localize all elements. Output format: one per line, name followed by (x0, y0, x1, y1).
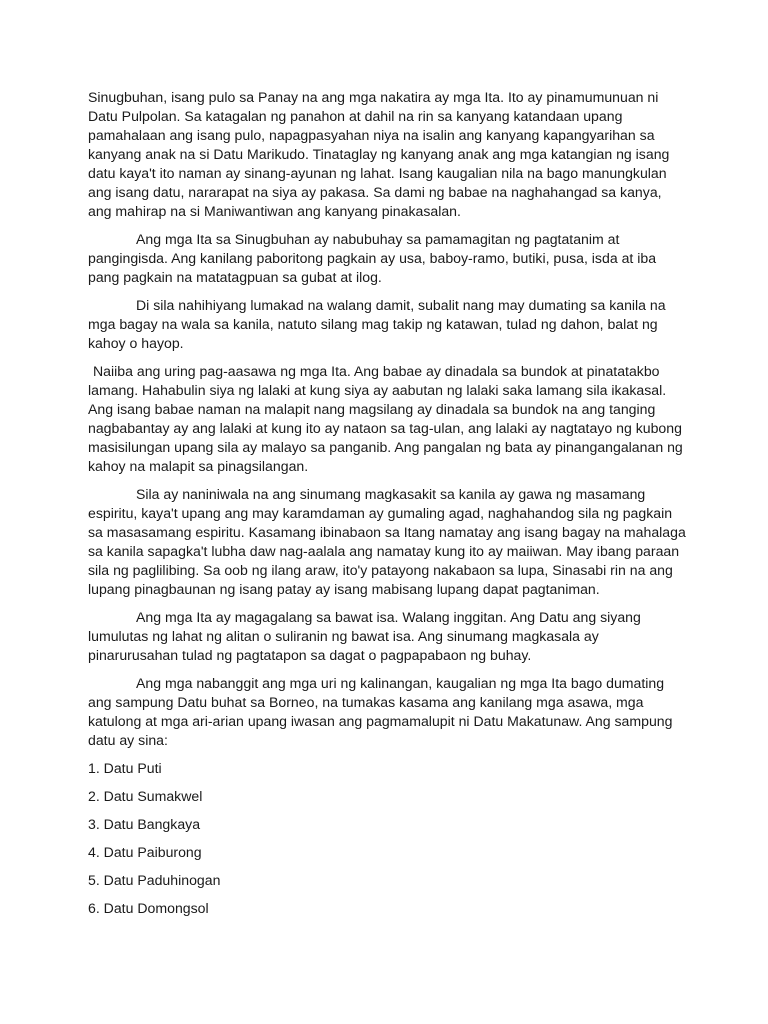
list-item: 5. Datu Paduhinogan (88, 872, 221, 888)
list-item: 1. Datu Puti (88, 760, 162, 776)
list-item: 4. Datu Paiburong (88, 844, 202, 860)
datu-list (88, 759, 688, 918)
paragraph-intro: Sinugbuhan, isang pulo sa Panay na ang mga nakatira ay mga Ita. Ito ay pinamumunuan ni Datu Pulpolan. Sa katagalan ng panahon at dahil na rin sa kanyang katandaan upang pamahalaan ang isang pulo, napagpasyahan niya na isalin ang kanyang kapangyarihan sa kanyang anak na si Datu Marikudo. Tinataglay ng kanyang anak ang mga katangian ng isang datu kaya't ito naman ay sinang-ayunan ng lahat. Isang kaugalian nila na bago manungkulan ang isang datu, nararapat na siya ay pakasa. Sa dami ng babae na naghahangad sa kanya, ang mahirap na si Maniwantiwan ang kanyang pinakasalan. (88, 89, 670, 219)
list-item: 2. Datu Sumakwel (88, 788, 203, 804)
paragraph-marriage: Naiiba ang uring pag-aasawa ng mga Ita. Ang babae ay dinadala sa bundok at pinatatakbo lamang. Hahabulin siya ng lalaki at kung siya ay aabutan ng lalaki saka lamang sila ikakasal. Ang isang babae naman na malapit nang magsilang ay dinadala sa bundok na ang tanging nagbabantay ay ang lalaki at kung ito ay nataon sa tag-ulan, ang lalaki ay nagtatayo ng kubong masisilungan upang sila ay malayo sa panganib. Ang pangalan ng bata ay pinangangalanan ng kahoy na malapit sa pinagsilangan. (88, 363, 683, 474)
paragraph-beliefs: Sila ay naniniwala na ang sinumang magkasakit sa kanila ay gawa ng masamang espiritu, kaya't upang ang may karamdaman ay gumaling agad, naghahandog sila ng pagkain sa masasamang espiritu. Kasamang ibinabaon sa Itang namatay ang isang bagay na mahalaga sa kanila sapagka't lubha daw nag-aalala ang namatay kung ito ay maiiwan. May ibang paraan sila ng paglilibing. Sa oob ng ilang araw, ito'y patayong nakabaon sa lupa, Sinasabi rin na ang lupang pinagbaunan ng isang patay ay isang mabisang lupang dapat pagtaniman. (88, 486, 686, 597)
paragraph-livelihood: Ang mga Ita sa Sinugbuhan ay nabubuhay sa pamamagitan ng pagtatanim at pangingisda. Ang kanilang paboritong pagkain ay usa, baboy-ramo, butiki, pusa, isda at iba pang pagkain na matatagpuan sa gubat at ilog. (88, 231, 657, 285)
list-item: 3. Datu Bangkaya (88, 816, 201, 832)
paragraph-respect: Ang mga Ita ay magagalang sa bawat isa. Walang inggitan. Ang Datu ang siyang lumulutas ng lahat ng alitan o suliranin ng bawat isa. Ang sinumang magkasala ay pinarurusahan tulad ng pagtatapon sa dagat o pagpapabaon ng buhay. (88, 609, 641, 663)
document-page (88, 88, 688, 927)
paragraph-clothing: Di sila nahihiyang lumakad na walang damit, subalit nang may dumating sa kanila na mga bagay na wala sa kanila, natuto silang mag takip ng katawan, tulad ng dahon, balat ng kahoy o hayop. (88, 297, 666, 351)
paragraph-ten-datus: Ang mga nabanggit ang mga uri ng kalinangan, kaugalian ng mga Ita bago dumating ang sampung Datu buhat sa Borneo, na tumakas kasama ang kanilang mga asawa, mga katulong at mga ari-arian upang iwasan ang pagmamalupit ni Datu Makatunaw. Ang sampung datu ay sina: (88, 675, 673, 748)
list-item: 6. Datu Domongsol (88, 900, 209, 916)
